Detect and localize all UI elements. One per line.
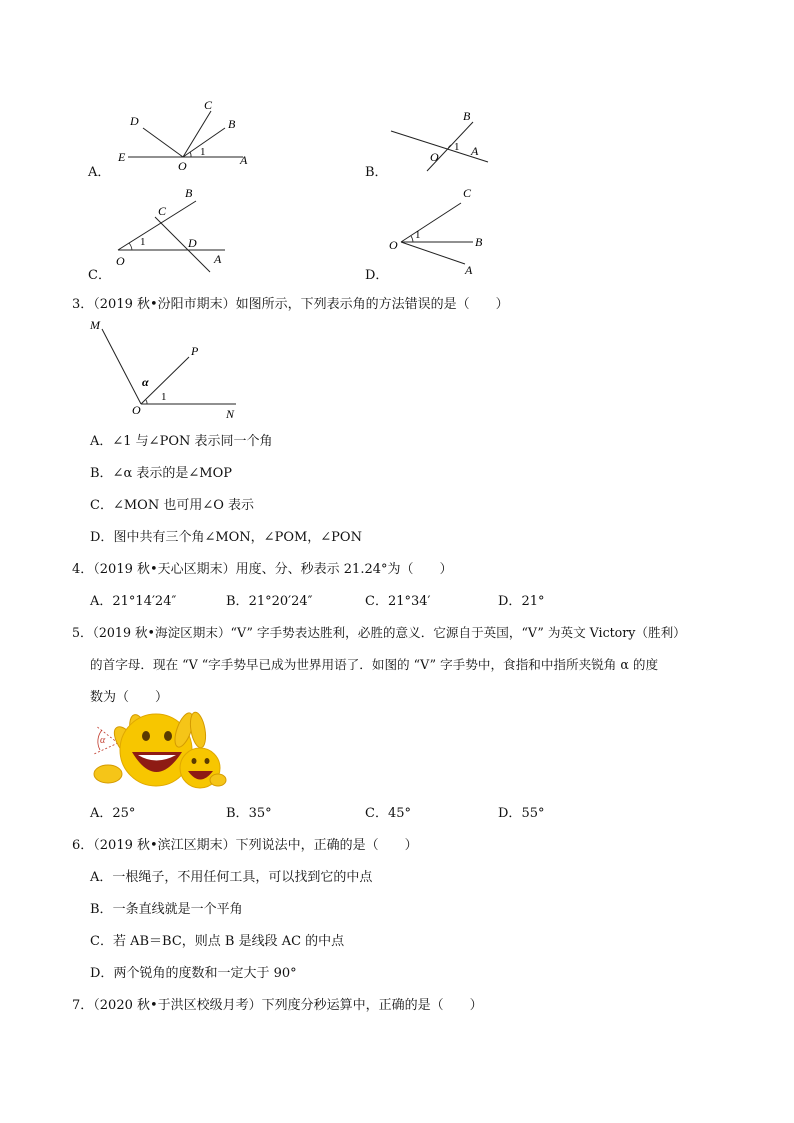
q2-figure-d: [365, 185, 505, 283]
label-angle-1: 1: [415, 229, 421, 241]
label-b: B: [185, 186, 193, 200]
option-text: ∠α 表示的是∠MOP: [112, 466, 232, 481]
label-m: M: [90, 318, 100, 332]
angle-diagram: [365, 185, 505, 280]
option-letter: A．: [90, 806, 113, 821]
option-text: 一条直线就是一个平角: [112, 902, 243, 917]
option-letter: A．: [88, 165, 111, 180]
question-3-stem: 3．（2019 秋•汾阳市期末）如图所示，下列表示角的方法错误的是（ ）: [72, 297, 509, 312]
q2-figure-c: [88, 185, 248, 283]
label-angle-1: 1: [454, 141, 460, 153]
q6-option-a: [90, 866, 372, 885]
label-a: A: [240, 153, 248, 167]
option-letter: B．: [365, 165, 388, 180]
option-text: 25°: [112, 806, 136, 821]
label-n: N: [226, 407, 235, 420]
option-text: 21°20′24″: [248, 594, 313, 609]
option-letter: C．: [365, 806, 388, 821]
smiley-faces-illustration: [88, 708, 228, 793]
angle-diagram: [365, 105, 505, 180]
label-d: D: [130, 114, 139, 128]
label-b: B: [475, 235, 483, 249]
option-letter: A．: [90, 870, 113, 885]
label-o: O: [132, 403, 141, 417]
v-sign-smiley-image: [88, 708, 228, 793]
q4-option-b: [226, 590, 313, 609]
angle-mon-diagram: [86, 315, 256, 420]
option-letter: D．: [90, 966, 114, 981]
label-angle-1: 1: [161, 391, 167, 403]
q4-option-d: [498, 590, 544, 609]
alpha-label: α: [100, 735, 106, 746]
option-text: 21°14′24″: [112, 594, 177, 609]
label-p: P: [191, 344, 199, 358]
q3-option-b: [90, 462, 232, 481]
option-letter: A．: [90, 594, 113, 609]
label-a: A: [214, 252, 222, 266]
q5-option-b: [226, 802, 272, 821]
angle-diagram: [88, 95, 268, 180]
q2-figure-a: [88, 95, 268, 180]
option-letter: D．: [90, 530, 114, 545]
question-4-stem: 4．（2019 秋•天心区期末）用度、分、秒表示 21.24°为（ ）: [72, 562, 453, 577]
q6-option-c: [90, 930, 344, 949]
q5-option-c: [365, 802, 411, 821]
option-letter: C．: [90, 498, 113, 513]
label-d: D: [188, 236, 197, 250]
option-letter: B．: [90, 466, 113, 481]
option-text: 21°: [521, 594, 545, 609]
q3-option-c: [90, 494, 254, 513]
label-a: A: [471, 144, 479, 158]
label-alpha: α: [142, 375, 149, 389]
q5-option-d: [498, 802, 544, 821]
option-text: 两个锐角的度数和一定大于 90°: [113, 966, 297, 981]
q6-option-d: [90, 962, 297, 981]
label-angle-1: 1: [200, 146, 206, 158]
option-text: 图中共有三个角∠MON，∠POM，∠PON: [113, 530, 362, 545]
option-letter: A．: [90, 434, 113, 449]
label-b: B: [463, 109, 471, 123]
label-b: B: [228, 117, 236, 131]
option-text: 45°: [387, 806, 411, 821]
option-text: 21°34′: [387, 594, 431, 609]
question-5-line-3: 数为（ ）: [90, 690, 169, 705]
q4-option-a: [90, 590, 176, 609]
option-text: 若 AB＝BC，则点 B 是线段 AC 的中点: [112, 934, 345, 949]
label-o: O: [116, 254, 125, 268]
q6-option-b: [90, 898, 243, 917]
option-text: 一根绳子，不用任何工具，可以找到它的中点: [112, 870, 373, 885]
option-letter: C．: [90, 934, 113, 949]
option-letter: C．: [365, 594, 388, 609]
option-letter: C．: [88, 268, 111, 283]
option-letter: D．: [498, 806, 522, 821]
option-letter: D．: [365, 268, 389, 283]
question-5-line-2: 的首字母．现在 “V “字手势早已成为世界用语了．如图的 “V” 字手势中，食指和中指所夹锐角 α 的度: [90, 657, 659, 672]
label-o: O: [389, 238, 398, 252]
option-letter: B．: [226, 806, 249, 821]
question-5-line-1: 5．（2019 秋•海淀区期末）“V” 字手势表达胜利，必胜的意义．它源自于英国，“V” 为英文 Victory（胜利）: [72, 625, 686, 640]
q3-figure: [86, 315, 256, 420]
option-letter: B．: [90, 902, 113, 917]
option-text: 35°: [248, 806, 272, 821]
question-7-stem: 7．（2020 秋•于洪区校级月考）下列度分秒运算中，正确的是（ ）: [72, 998, 483, 1013]
q2-figure-b: [365, 105, 505, 180]
label-c: C: [158, 204, 167, 218]
option-text: ∠1 与∠PON 表示同一个角: [112, 434, 273, 449]
q3-option-a: [90, 430, 273, 449]
label-c: C: [204, 98, 213, 112]
q3-option-d: [90, 526, 362, 545]
label-angle-1: 1: [140, 236, 146, 248]
label-o: O: [178, 159, 187, 173]
option-text: 55°: [521, 806, 545, 821]
option-letter: D．: [498, 594, 522, 609]
label-o: O: [430, 150, 439, 164]
option-text: ∠MON 也可用∠O 表示: [112, 498, 255, 513]
q4-option-c: [365, 590, 431, 609]
question-6-stem: 6．（2019 秋•滨江区期末）下列说法中，正确的是（ ）: [72, 838, 418, 853]
angle-diagram: [88, 185, 248, 280]
q5-option-a: [90, 802, 135, 821]
label-a: A: [465, 263, 473, 277]
label-c: C: [463, 186, 472, 200]
label-e: E: [118, 150, 126, 164]
option-letter: B．: [226, 594, 249, 609]
